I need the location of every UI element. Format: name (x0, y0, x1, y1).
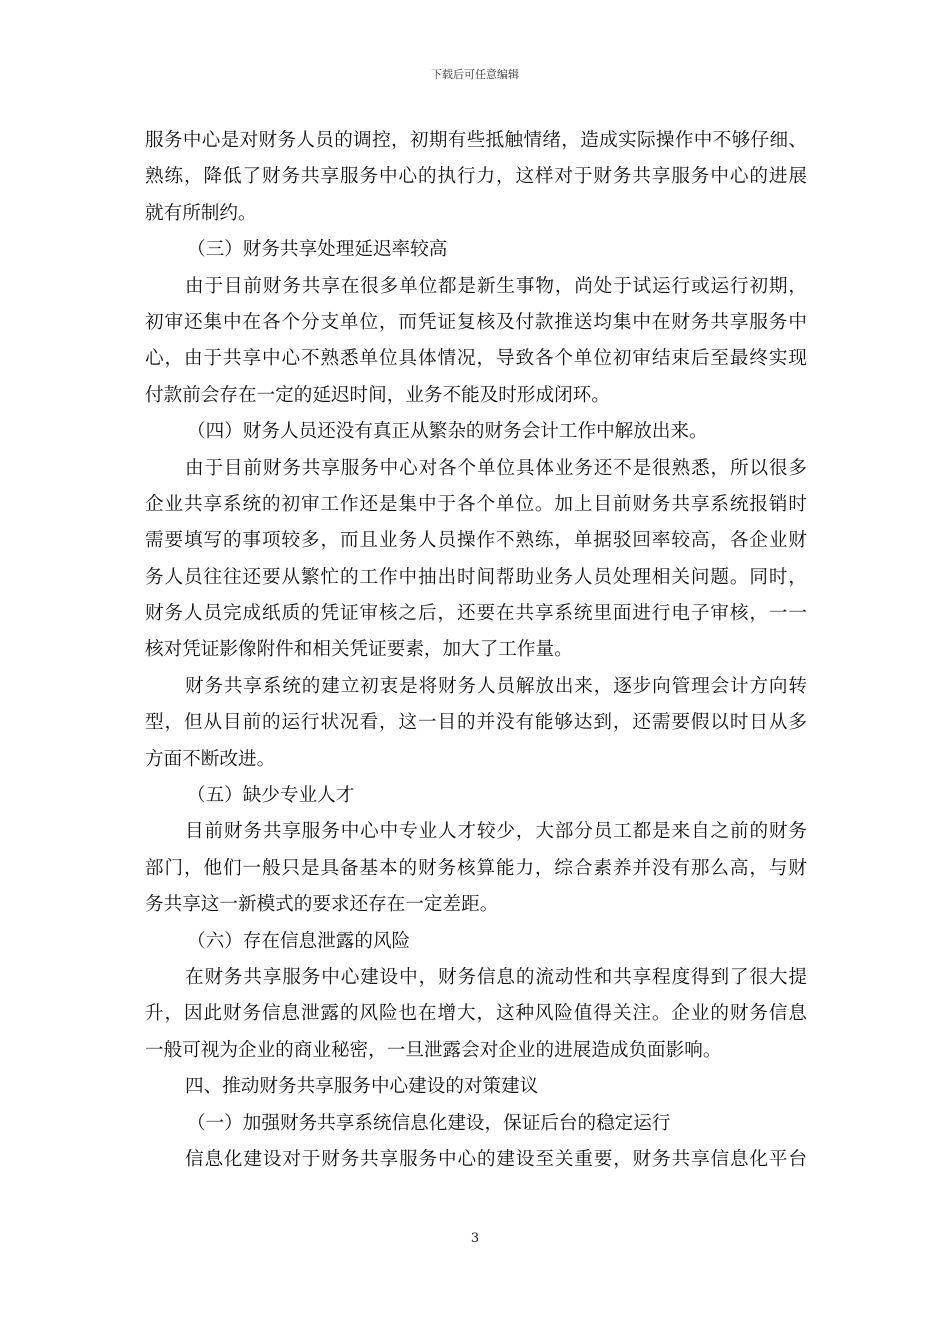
body-line: 心，由于共享中心不熟悉单位具体情况，导致各个单位初审结束后至最终实现 (145, 348, 807, 370)
body-line: 由于目前财务共享在很多单位都是新生事物，尚处于试运行或运行初期， (185, 275, 807, 297)
body-line: 一般可视为企业的商业秘密，一旦泄露会对企业的进展造成负面影响。 (145, 1039, 722, 1061)
body-line: 核对凭证影像附件和相关凭证要素，加大了工作量。 (145, 639, 573, 661)
section-heading: （五）缺少专业人才 (187, 785, 355, 807)
body-line: 财务共享系统的建立初衷是将财务人员解放出来，逐步向管理会计方向转 (185, 675, 807, 697)
section-heading: （一）加强财务共享系统信息化建设，保证后台的稳定运行 (187, 1112, 671, 1134)
body-line: 务共享这一新模式的要求还存在一定差距。 (145, 894, 499, 916)
body-line: 需要填写的事项较多，而且业务人员操作不熟练，单据驳回率较高，各企业财 (145, 530, 807, 552)
body-line: 部门，他们一般只是具备基本的财务核算能力，综合素养并没有那么高，与财 (145, 857, 807, 879)
page-header: 下载后可任意编辑 (431, 68, 519, 81)
body-line: 就有所制约。 (145, 202, 257, 224)
body-line: 由于目前财务共享服务中心对各个单位具体业务还不是很熟悉，所以很多 (185, 457, 807, 479)
page-number: 3 (470, 1231, 480, 1246)
body-line: 熟练，降低了财务共享服务中心的执行力，这样对于财务共享服务中心的进展 (145, 166, 807, 188)
body-line: 务人员往往还要从繁忙的工作中抽出时间帮助业务人员处理相关问题。同时， (145, 566, 807, 588)
document-body (145, 123, 807, 1178)
body-line: 初审还集中在各个分支单位，而凭证复核及付款推送均集中在财务共享服务中 (145, 311, 807, 333)
body-line: 型，但从目前的运行状况看，这一目的并没有能够达到，还需要假以时日从多 (145, 712, 807, 734)
section-heading: （三）财务共享处理延迟率较高 (187, 239, 448, 261)
body-line: 付款前会存在一定的延迟时间，业务不能及时形成闭环。 (145, 384, 610, 406)
section-heading: （四）财务人员还没有真正从繁杂的财务会计工作中解放出来。 (187, 421, 708, 443)
body-line: 财务人员完成纸质的凭证审核之后，还要在共享系统里面进行电子审核，一一 (145, 603, 807, 625)
body-line: 在财务共享服务中心建设中，财务信息的流动性和共享程度得到了很大提 (185, 966, 807, 988)
section-heading: （六）存在信息泄露的风险 (187, 930, 411, 952)
body-line: 方面不断改进。 (145, 748, 276, 770)
body-line: 升，因此财务信息泄露的风险也在增大，这种风险值得关注。企业的财务信息 (145, 1003, 807, 1025)
body-line: 信息化建设对于财务共享服务中心的建设至关重要，财务共享信息化平台 (185, 1148, 807, 1170)
body-line: 服务中心是对财务人员的调控，初期有些抵触情绪，造成实际操作中不够仔细、 (145, 130, 807, 151)
body-line: 企业共享系统的初审工作还是集中于各个单位。加上目前财务共享系统报销时 (145, 493, 807, 515)
chapter-heading: 四、推动财务共享服务中心建设的对策建议 (185, 1076, 539, 1098)
body-line: 目前财务共享服务中心中专业人才较少，大部分员工都是来自之前的财务 (185, 821, 807, 843)
